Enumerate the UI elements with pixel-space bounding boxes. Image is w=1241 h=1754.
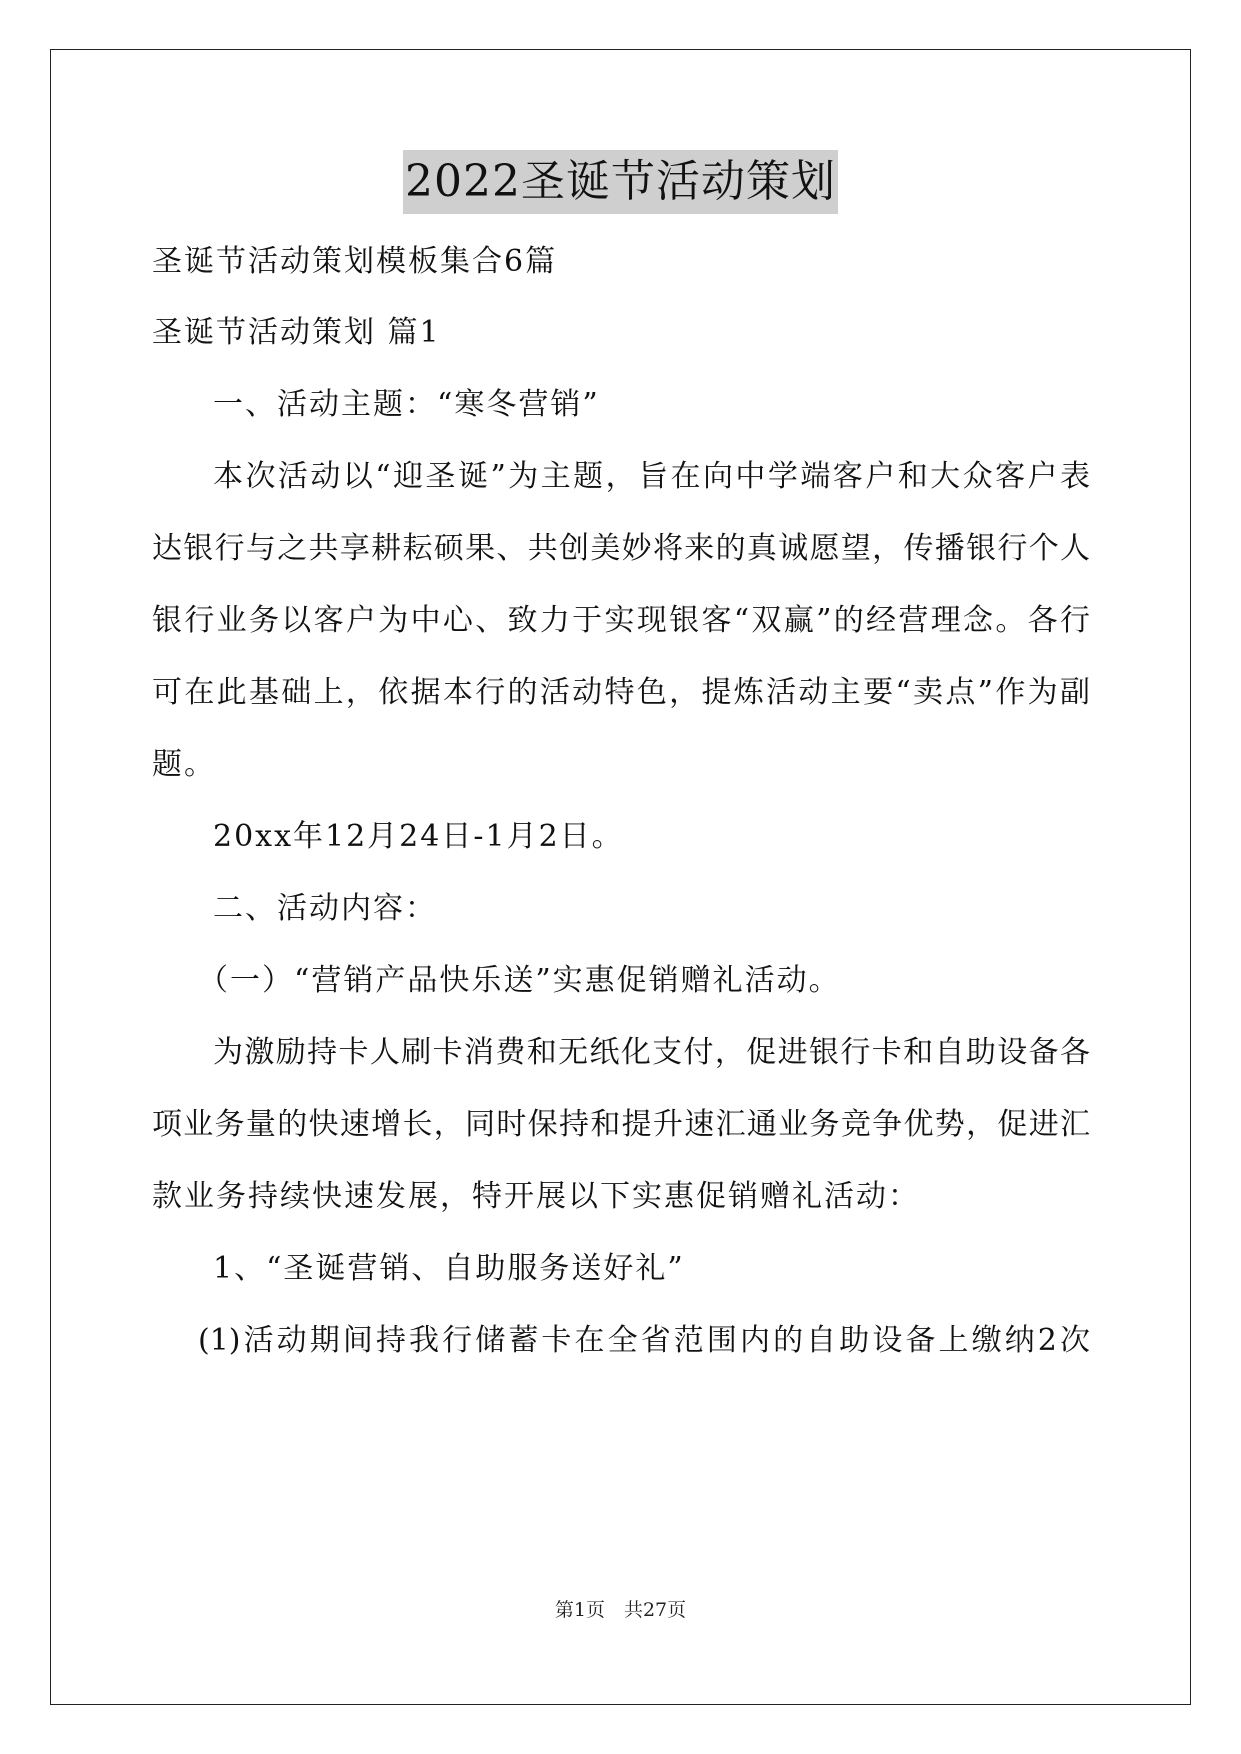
paragraph-line: 20xx年12月24日-1月2日。 [213, 819, 624, 854]
paragraph-line: 项业务量的快速增长，同时保持和提升速汇通业务竞争优势，促进汇 [152, 1107, 1090, 1142]
subtitle-line: 圣诞节活动策划模板集合6篇 [152, 244, 558, 279]
document-title: 2022圣诞节活动策划 [403, 150, 838, 214]
paragraph-line: 一、活动主题：“寒冬营销” [213, 387, 600, 422]
paragraph-line: 银行业务以客户为中心、致力于实现银客“双赢”的经营理念。各行 [152, 603, 1090, 638]
paragraph-line: 为激励持卡人刷卡消费和无纸化支付，促进银行卡和自助设备各 [213, 1035, 1090, 1070]
paragraph-line: 可在此基础上，依据本行的活动特色，提炼活动主要“卖点”作为副 [152, 675, 1090, 710]
paragraph-line: 二、活动内容： [213, 891, 437, 926]
paragraph-line: 达银行与之共享耕耘硕果、共创美妙将来的真诚愿望，传播银行个人 [152, 531, 1090, 566]
paragraph-line: 1、“圣诞营销、自助服务送好礼” [213, 1251, 685, 1286]
page-number-footer: 第1页 共27页 [554, 1599, 687, 1621]
title-container [0, 150, 1241, 214]
section-heading: 圣诞节活动策划 篇1 [152, 315, 441, 350]
page-border [50, 49, 1191, 1705]
paragraph-line: 本次活动以“迎圣诞”为主题，旨在向中学端客户和大众客户表 [213, 459, 1090, 494]
paragraph-line: 题。 [152, 747, 216, 782]
paragraph-line: （一）“营销产品快乐送”实惠促销赠礼活动。 [198, 963, 841, 998]
paragraph-line: (1)活动期间持我行储蓄卡在全省范围内的自助设备上缴纳2次 [198, 1323, 1090, 1358]
paragraph-line: 款业务持续快速发展，特开展以下实惠促销赠礼活动： [152, 1179, 920, 1214]
